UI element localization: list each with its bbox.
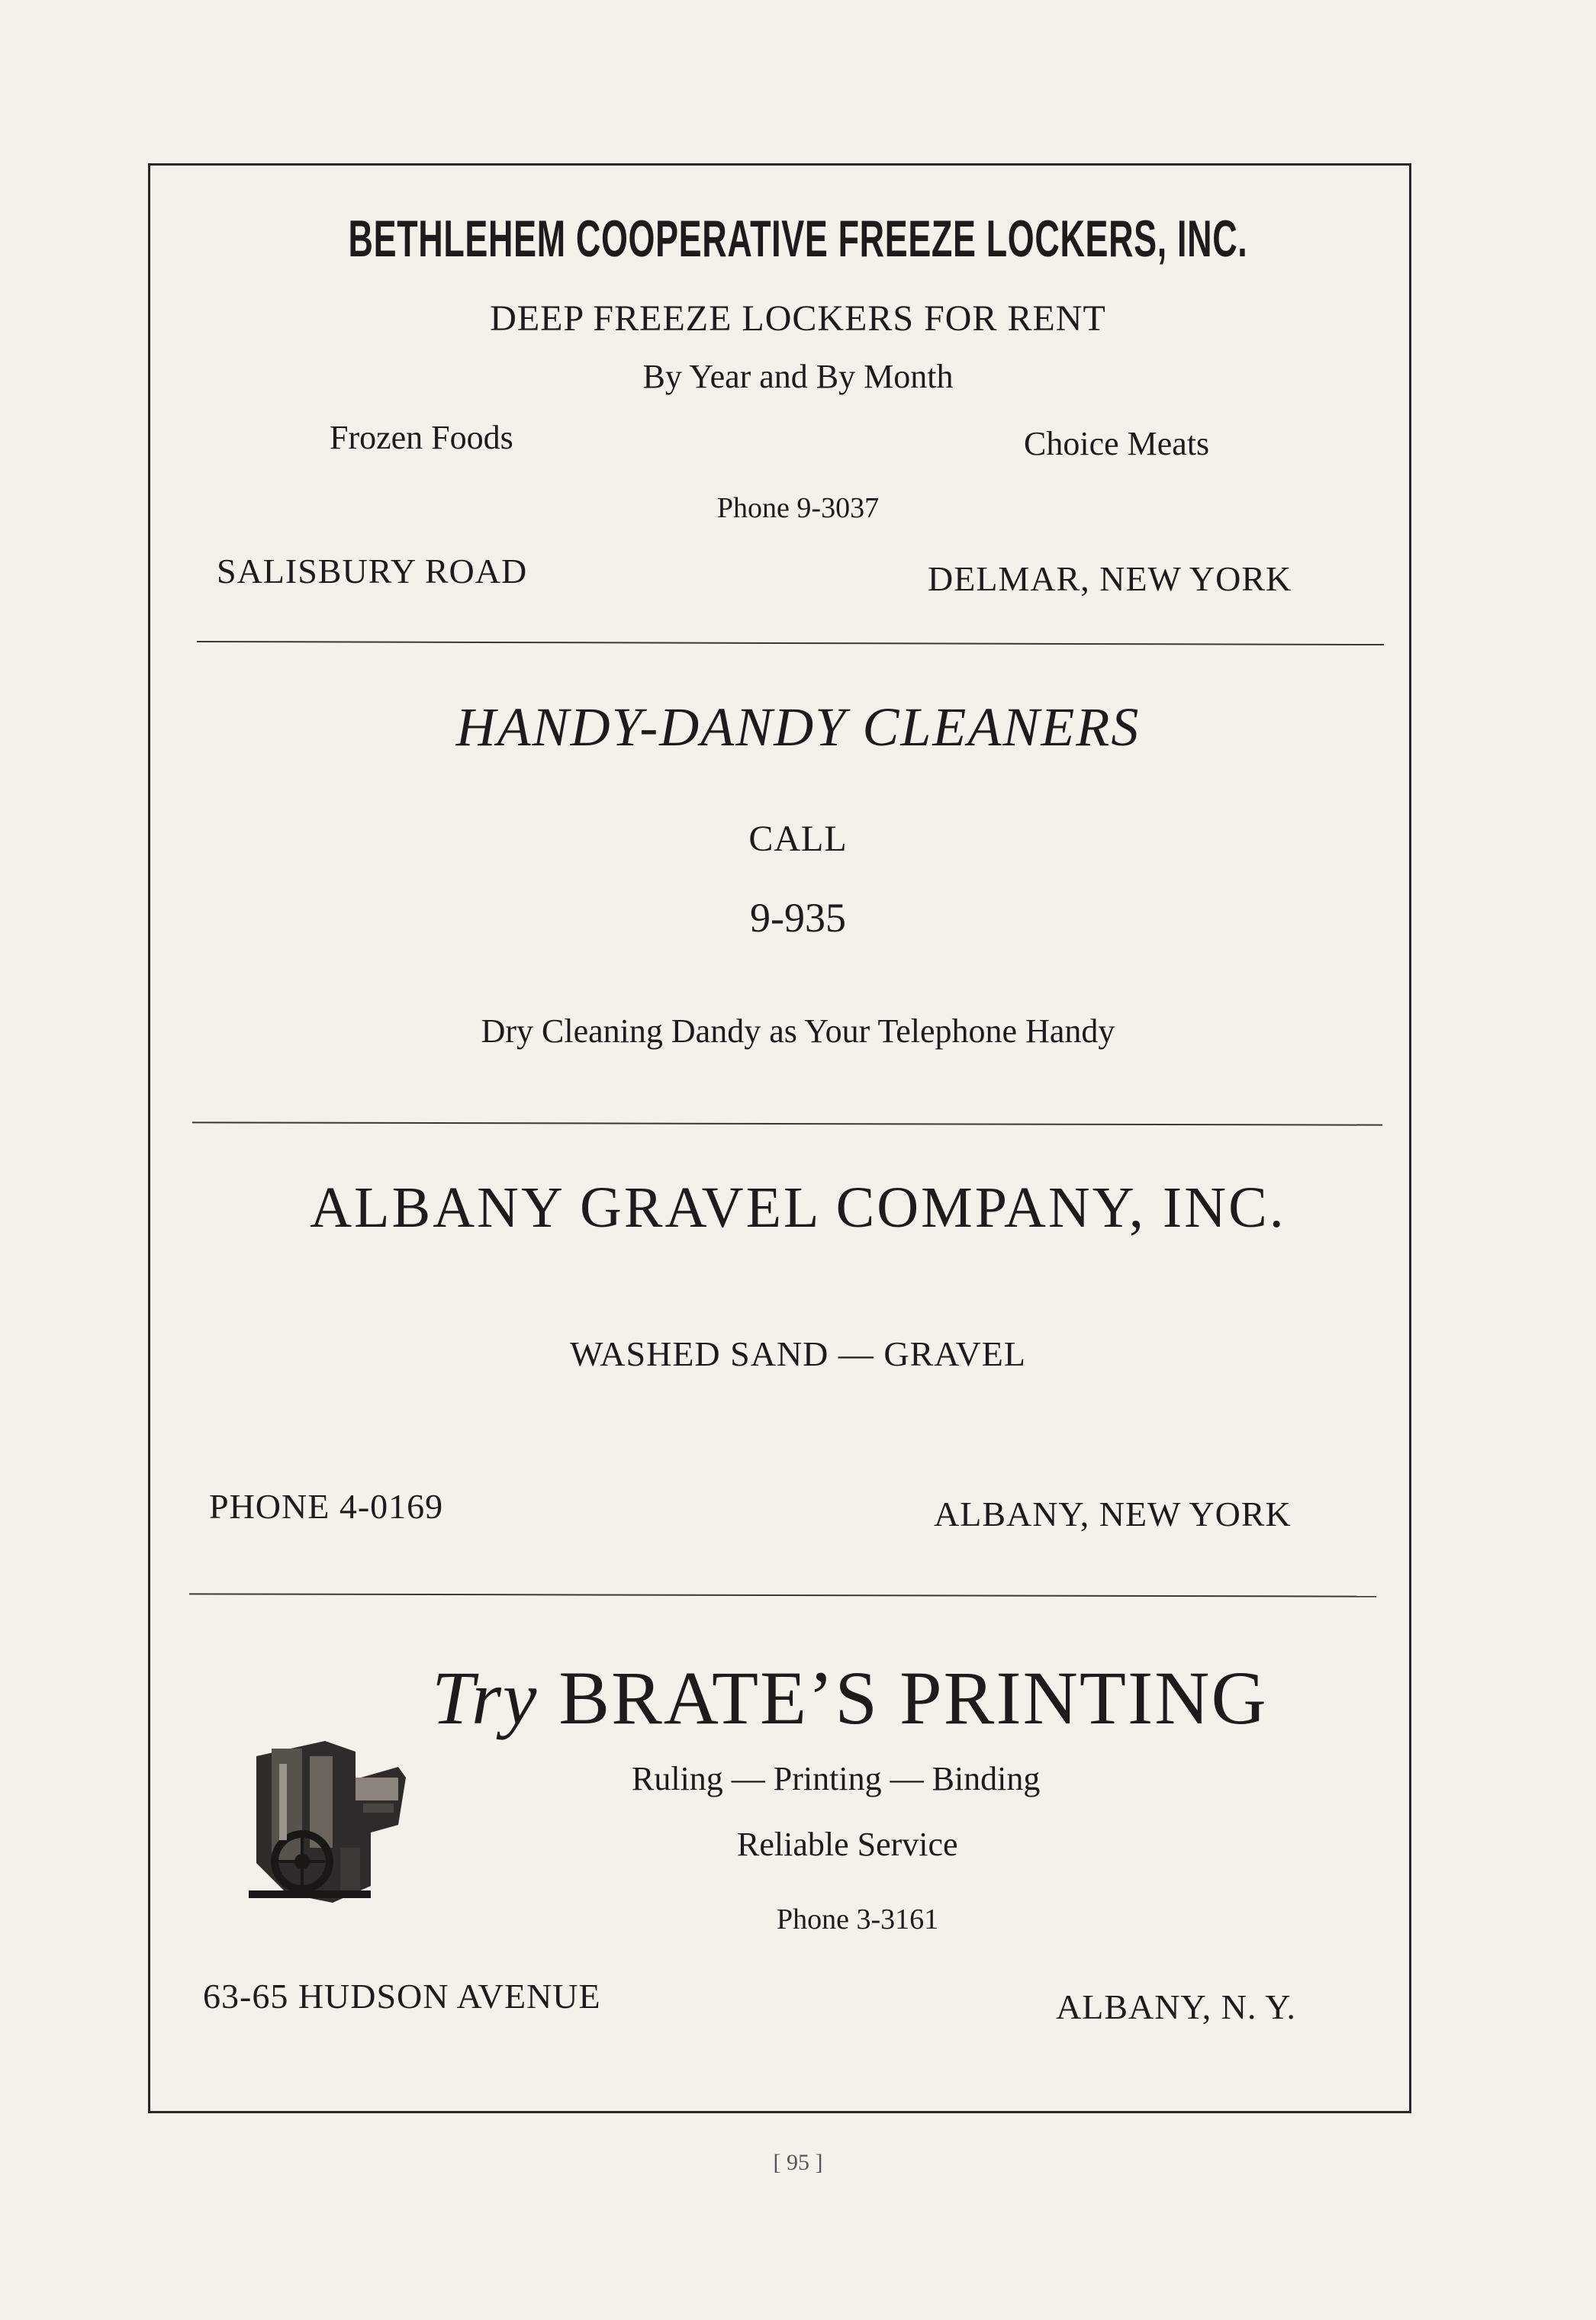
brates-title-main: BRATE’S PRINTING [558,1656,1268,1740]
bethlehem-ad-title: BETHLEHEM COOPERATIVE FREEZE LOCKERS, INC. [348,210,1248,268]
handy-dandy-number: 9-935 [750,895,846,941]
printing-press-illustration [241,1733,413,1907]
brates-tagline: Reliable Service [737,1826,958,1863]
bethlehem-ad-terms: By Year and By Month [642,358,954,395]
brates-title-try: Try [432,1656,539,1740]
bethlehem-ad-title-wrap [0,209,1596,269]
bethlehem-frozen-foods: Frozen Foods [330,419,513,456]
bethlehem-city: DELMAR, NEW YORK [928,559,1292,598]
brates-title [432,1654,1268,1742]
brates-services: Ruling — Printing — Binding [632,1760,1041,1797]
albany-gravel-phone: PHONE 4-0169 [209,1487,444,1526]
albany-gravel-title: ALBANY GRAVEL COMPANY, INC. [310,1176,1286,1240]
page-number: [ 95 ] [773,2150,823,2175]
bethlehem-choice-meats: Choice Meats [1024,425,1210,462]
handy-dandy-title: HANDY-DANDY CLEANERS [455,697,1141,758]
albany-gravel-city: ALBANY, NEW YORK [934,1495,1292,1533]
bethlehem-address: SALISBURY ROAD [217,552,528,590]
brates-city: ALBANY, N. Y. [1056,1987,1297,2026]
brates-address: 63-65 HUDSON AVENUE [203,1977,601,2016]
handy-dandy-slogan: Dry Cleaning Dandy as Your Telephone Handy [481,1012,1115,1050]
handy-dandy-call: CALL [748,819,848,859]
albany-gravel-products: WASHED SAND — GRAVEL [569,1334,1026,1373]
bethlehem-phone: Phone 9-3037 [716,492,880,524]
bethlehem-ad-subtitle: DEEP FREEZE LOCKERS FOR RENT [490,298,1106,339]
brates-phone: Phone 3-3161 [777,1903,939,1935]
